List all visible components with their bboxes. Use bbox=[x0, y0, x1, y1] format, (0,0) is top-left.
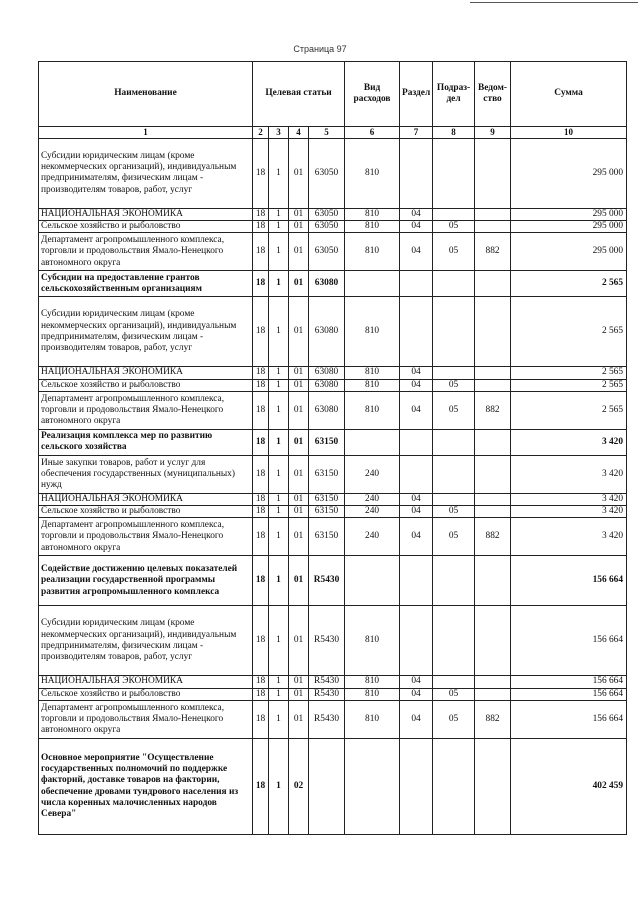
row-code-4: 01 bbox=[289, 297, 309, 367]
header-type: Вид расходов bbox=[345, 62, 400, 127]
row-dept bbox=[475, 138, 511, 208]
col-number: 4 bbox=[289, 127, 309, 139]
row-subsection: 05 bbox=[433, 688, 475, 700]
row-sum: 295 000 bbox=[511, 138, 627, 208]
row-expense-type: 810 bbox=[345, 701, 400, 739]
row-dept bbox=[475, 506, 511, 518]
top-edge-rule bbox=[470, 2, 638, 3]
row-sum: 3 420 bbox=[511, 493, 627, 505]
row-expense-type: 810 bbox=[345, 379, 400, 391]
row-code-4: 01 bbox=[289, 506, 309, 518]
row-sum: 156 664 bbox=[511, 676, 627, 688]
row-section: 04 bbox=[400, 676, 433, 688]
table-row bbox=[39, 739, 627, 835]
row-sum: 156 664 bbox=[511, 701, 627, 739]
row-expense-type bbox=[345, 556, 400, 606]
row-dept: 882 bbox=[475, 391, 511, 429]
row-code-2: 18 bbox=[253, 606, 269, 676]
row-name: НАЦИОНАЛЬНАЯ ЭКОНОМИКА bbox=[39, 493, 253, 505]
row-section bbox=[400, 606, 433, 676]
row-code-4: 01 bbox=[289, 606, 309, 676]
row-code-2: 18 bbox=[253, 208, 269, 220]
col-number: 2 bbox=[253, 127, 269, 139]
row-subsection: 05 bbox=[433, 233, 475, 271]
row-dept bbox=[475, 208, 511, 220]
row-code-5: 63150 bbox=[309, 493, 345, 505]
row-name: Реализация комплекса мер по развитию сельского хозяйства bbox=[39, 429, 253, 455]
row-section: 04 bbox=[400, 391, 433, 429]
col-number: 3 bbox=[269, 127, 289, 139]
row-section bbox=[400, 455, 433, 493]
row-code-3: 1 bbox=[269, 701, 289, 739]
row-name: Субсидии юридическим лицам (кроме некоммерческих организаций), индивидуальным предпринимателям, физическим лицам - производителям товаров, работ, услуг bbox=[39, 606, 253, 676]
row-code-4: 01 bbox=[289, 233, 309, 271]
row-subsection bbox=[433, 455, 475, 493]
row-code-2: 18 bbox=[253, 676, 269, 688]
row-code-4: 01 bbox=[289, 379, 309, 391]
row-section: 04 bbox=[400, 493, 433, 505]
row-code-4: 01 bbox=[289, 429, 309, 455]
row-section bbox=[400, 138, 433, 208]
header-section: Раздел bbox=[400, 62, 433, 127]
row-code-4: 01 bbox=[289, 208, 309, 220]
row-code-3: 1 bbox=[269, 518, 289, 556]
row-expense-type: 240 bbox=[345, 506, 400, 518]
row-sum: 3 420 bbox=[511, 506, 627, 518]
row-code-2: 18 bbox=[253, 506, 269, 518]
row-code-2: 18 bbox=[253, 138, 269, 208]
row-dept bbox=[475, 221, 511, 233]
row-code-4: 01 bbox=[289, 138, 309, 208]
row-subsection bbox=[433, 429, 475, 455]
table-row bbox=[39, 455, 627, 493]
table-row bbox=[39, 379, 627, 391]
table-row bbox=[39, 676, 627, 688]
row-code-2: 18 bbox=[253, 233, 269, 271]
row-subsection bbox=[433, 556, 475, 606]
table-row bbox=[39, 297, 627, 367]
row-code-2: 18 bbox=[253, 556, 269, 606]
row-code-2: 18 bbox=[253, 379, 269, 391]
row-dept bbox=[475, 379, 511, 391]
row-dept bbox=[475, 297, 511, 367]
row-dept bbox=[475, 606, 511, 676]
row-code-2: 18 bbox=[253, 739, 269, 835]
row-name: Департамент агропромышленного комплекса, торговли и продовольствия Ямало-Ненецкого автономного округа bbox=[39, 391, 253, 429]
row-code-3: 1 bbox=[269, 606, 289, 676]
table-row bbox=[39, 391, 627, 429]
table-row bbox=[39, 688, 627, 700]
row-code-3: 1 bbox=[269, 138, 289, 208]
row-expense-type: 810 bbox=[345, 688, 400, 700]
row-code-5: 63080 bbox=[309, 379, 345, 391]
table-row bbox=[39, 606, 627, 676]
row-code-4: 01 bbox=[289, 556, 309, 606]
row-code-3: 1 bbox=[269, 379, 289, 391]
row-name: Субсидии юридическим лицам (кроме некоммерческих организаций), индивидуальным предпринимателям, физическим лицам - производителям товаров, работ, услуг bbox=[39, 138, 253, 208]
row-subsection: 05 bbox=[433, 221, 475, 233]
row-section: 04 bbox=[400, 367, 433, 379]
header-sum: Сумма bbox=[511, 62, 627, 127]
row-dept bbox=[475, 271, 511, 297]
table-row bbox=[39, 429, 627, 455]
row-section: 04 bbox=[400, 221, 433, 233]
row-code-3: 1 bbox=[269, 688, 289, 700]
budget-table bbox=[38, 61, 627, 835]
table-row bbox=[39, 221, 627, 233]
row-section bbox=[400, 556, 433, 606]
row-code-2: 18 bbox=[253, 701, 269, 739]
row-code-3: 1 bbox=[269, 221, 289, 233]
row-code-5: 63050 bbox=[309, 221, 345, 233]
row-sum: 2 565 bbox=[511, 271, 627, 297]
row-code-4: 01 bbox=[289, 271, 309, 297]
row-subsection: 05 bbox=[433, 701, 475, 739]
row-section: 04 bbox=[400, 518, 433, 556]
row-expense-type: 810 bbox=[345, 297, 400, 367]
row-dept bbox=[475, 556, 511, 606]
table-row bbox=[39, 233, 627, 271]
table-row bbox=[39, 138, 627, 208]
col-number: 8 bbox=[433, 127, 475, 139]
row-code-5: R5430 bbox=[309, 556, 345, 606]
table-row bbox=[39, 271, 627, 297]
row-expense-type: 810 bbox=[345, 233, 400, 271]
row-code-4: 02 bbox=[289, 739, 309, 835]
row-sum: 2 565 bbox=[511, 367, 627, 379]
col-number: 1 bbox=[39, 127, 253, 139]
row-expense-type bbox=[345, 271, 400, 297]
row-code-3: 1 bbox=[269, 271, 289, 297]
row-code-5 bbox=[309, 739, 345, 835]
col-number: 10 bbox=[511, 127, 627, 139]
row-subsection: 05 bbox=[433, 391, 475, 429]
row-dept bbox=[475, 455, 511, 493]
row-name: Сельское хозяйство и рыболовство bbox=[39, 688, 253, 700]
row-code-2: 18 bbox=[253, 688, 269, 700]
row-code-2: 18 bbox=[253, 221, 269, 233]
row-code-5: 63150 bbox=[309, 429, 345, 455]
row-code-2: 18 bbox=[253, 297, 269, 367]
row-name: Субсидии юридическим лицам (кроме некоммерческих организаций), индивидуальным предпринимателям, физическим лицам - производителям товаров, работ, услуг bbox=[39, 297, 253, 367]
row-sum: 3 420 bbox=[511, 455, 627, 493]
row-dept bbox=[475, 739, 511, 835]
row-name: Сельское хозяйство и рыболовство bbox=[39, 379, 253, 391]
row-expense-type: 810 bbox=[345, 391, 400, 429]
header-dept: Ведом-ство bbox=[475, 62, 511, 127]
row-expense-type: 810 bbox=[345, 221, 400, 233]
row-dept: 882 bbox=[475, 233, 511, 271]
row-code-5: 63050 bbox=[309, 138, 345, 208]
row-sum: 3 420 bbox=[511, 429, 627, 455]
row-section: 04 bbox=[400, 233, 433, 271]
row-section bbox=[400, 739, 433, 835]
row-subsection bbox=[433, 208, 475, 220]
row-code-5: R5430 bbox=[309, 701, 345, 739]
row-subsection bbox=[433, 271, 475, 297]
row-sum: 295 000 bbox=[511, 221, 627, 233]
col-number: 7 bbox=[400, 127, 433, 139]
row-sum: 2 565 bbox=[511, 297, 627, 367]
row-code-5: 63080 bbox=[309, 271, 345, 297]
row-code-4: 01 bbox=[289, 493, 309, 505]
row-sum: 295 000 bbox=[511, 233, 627, 271]
row-code-4: 01 bbox=[289, 221, 309, 233]
row-section: 04 bbox=[400, 208, 433, 220]
row-section bbox=[400, 429, 433, 455]
row-code-4: 01 bbox=[289, 455, 309, 493]
row-code-5: R5430 bbox=[309, 688, 345, 700]
row-code-3: 1 bbox=[269, 233, 289, 271]
row-code-2: 18 bbox=[253, 367, 269, 379]
row-code-5: 63050 bbox=[309, 208, 345, 220]
row-expense-type bbox=[345, 739, 400, 835]
row-section: 04 bbox=[400, 379, 433, 391]
row-code-5: 63080 bbox=[309, 367, 345, 379]
header-target: Целевая статьи bbox=[253, 62, 345, 127]
row-subsection bbox=[433, 297, 475, 367]
row-subsection bbox=[433, 739, 475, 835]
row-code-3: 1 bbox=[269, 506, 289, 518]
row-sum: 156 664 bbox=[511, 688, 627, 700]
row-expense-type: 810 bbox=[345, 676, 400, 688]
row-subsection bbox=[433, 138, 475, 208]
row-code-3: 1 bbox=[269, 429, 289, 455]
row-subsection bbox=[433, 606, 475, 676]
row-code-5: 63080 bbox=[309, 297, 345, 367]
header-name: Наименование bbox=[39, 62, 253, 127]
table-row bbox=[39, 518, 627, 556]
row-code-4: 01 bbox=[289, 676, 309, 688]
row-expense-type bbox=[345, 429, 400, 455]
row-section: 04 bbox=[400, 701, 433, 739]
row-expense-type: 810 bbox=[345, 606, 400, 676]
col-number: 6 bbox=[345, 127, 400, 139]
row-expense-type: 810 bbox=[345, 138, 400, 208]
row-name: Департамент агропромышленного комплекса, торговли и продовольствия Ямало-Ненецкого автономного округа bbox=[39, 701, 253, 739]
row-code-2: 18 bbox=[253, 518, 269, 556]
row-section bbox=[400, 297, 433, 367]
row-subsection bbox=[433, 367, 475, 379]
row-code-3: 1 bbox=[269, 367, 289, 379]
row-code-5: 63150 bbox=[309, 518, 345, 556]
row-subsection: 05 bbox=[433, 379, 475, 391]
row-name: Сельское хозяйство и рыболовство bbox=[39, 506, 253, 518]
row-dept bbox=[475, 367, 511, 379]
row-code-5: 63150 bbox=[309, 506, 345, 518]
col-number: 5 bbox=[309, 127, 345, 139]
row-expense-type: 240 bbox=[345, 455, 400, 493]
row-name: НАЦИОНАЛЬНАЯ ЭКОНОМИКА bbox=[39, 676, 253, 688]
col-number: 9 bbox=[475, 127, 511, 139]
row-name: НАЦИОНАЛЬНАЯ ЭКОНОМИКА bbox=[39, 208, 253, 220]
row-dept bbox=[475, 429, 511, 455]
row-name: НАЦИОНАЛЬНАЯ ЭКОНОМИКА bbox=[39, 367, 253, 379]
row-code-5: 63150 bbox=[309, 455, 345, 493]
row-code-4: 01 bbox=[289, 701, 309, 739]
row-code-3: 1 bbox=[269, 455, 289, 493]
row-sum: 2 565 bbox=[511, 379, 627, 391]
table-row bbox=[39, 367, 627, 379]
row-expense-type: 810 bbox=[345, 208, 400, 220]
row-dept bbox=[475, 676, 511, 688]
row-code-3: 1 bbox=[269, 208, 289, 220]
row-name: Департамент агропромышленного комплекса, торговли и продовольствия Ямало-Ненецкого автономного округа bbox=[39, 233, 253, 271]
row-code-2: 18 bbox=[253, 455, 269, 493]
row-code-3: 1 bbox=[269, 297, 289, 367]
row-code-5: 63080 bbox=[309, 391, 345, 429]
row-code-3: 1 bbox=[269, 676, 289, 688]
page-number-label: Страница 97 bbox=[293, 44, 347, 54]
row-sum: 295 000 bbox=[511, 208, 627, 220]
row-name: Субсидии на предоставление грантов сельскохозяйственным организациям bbox=[39, 271, 253, 297]
row-sum: 402 459 bbox=[511, 739, 627, 835]
table-row bbox=[39, 556, 627, 606]
row-subsection bbox=[433, 493, 475, 505]
row-subsection bbox=[433, 676, 475, 688]
row-code-4: 01 bbox=[289, 367, 309, 379]
row-code-2: 18 bbox=[253, 493, 269, 505]
row-section: 04 bbox=[400, 688, 433, 700]
row-name: Департамент агропромышленного комплекса, торговли и продовольствия Ямало-Ненецкого автономного округа bbox=[39, 518, 253, 556]
row-sum: 156 664 bbox=[511, 556, 627, 606]
row-name: Сельское хозяйство и рыболовство bbox=[39, 221, 253, 233]
row-code-4: 01 bbox=[289, 688, 309, 700]
row-code-2: 18 bbox=[253, 271, 269, 297]
row-dept bbox=[475, 493, 511, 505]
row-code-3: 1 bbox=[269, 391, 289, 429]
row-code-2: 18 bbox=[253, 429, 269, 455]
row-subsection: 05 bbox=[433, 518, 475, 556]
row-code-5: R5430 bbox=[309, 606, 345, 676]
table-row bbox=[39, 208, 627, 220]
row-code-4: 01 bbox=[289, 391, 309, 429]
row-expense-type: 240 bbox=[345, 518, 400, 556]
row-code-2: 18 bbox=[253, 391, 269, 429]
row-name: Содействие достижению целевых показателей реализации государственной программы развития агропромышленного комплекса bbox=[39, 556, 253, 606]
row-sum: 156 664 bbox=[511, 606, 627, 676]
table-row bbox=[39, 506, 627, 518]
row-dept bbox=[475, 688, 511, 700]
header-subsection: Подраз-дел bbox=[433, 62, 475, 127]
row-code-3: 1 bbox=[269, 493, 289, 505]
row-section bbox=[400, 271, 433, 297]
row-code-4: 01 bbox=[289, 518, 309, 556]
table-row bbox=[39, 493, 627, 505]
row-sum: 3 420 bbox=[511, 518, 627, 556]
row-code-3: 1 bbox=[269, 556, 289, 606]
row-name: Иные закупки товаров, работ и услуг для обеспечения государственных (муниципальных) нужд bbox=[39, 455, 253, 493]
row-section: 04 bbox=[400, 506, 433, 518]
row-code-5: 63050 bbox=[309, 233, 345, 271]
row-name: Основное мероприятие "Осуществление государственных полномочий по поддержке факторий, доставке товаров на фактории, обеспечение дровами тундрового населения из числа коренных малочисленных народов Севера" bbox=[39, 739, 253, 835]
row-expense-type: 240 bbox=[345, 493, 400, 505]
row-subsection: 05 bbox=[433, 506, 475, 518]
row-dept: 882 bbox=[475, 518, 511, 556]
row-code-3: 1 bbox=[269, 739, 289, 835]
row-sum: 2 565 bbox=[511, 391, 627, 429]
column-numbers-row bbox=[39, 127, 627, 139]
row-dept: 882 bbox=[475, 701, 511, 739]
row-expense-type: 810 bbox=[345, 367, 400, 379]
table-row bbox=[39, 701, 627, 739]
row-code-5: R5430 bbox=[309, 676, 345, 688]
